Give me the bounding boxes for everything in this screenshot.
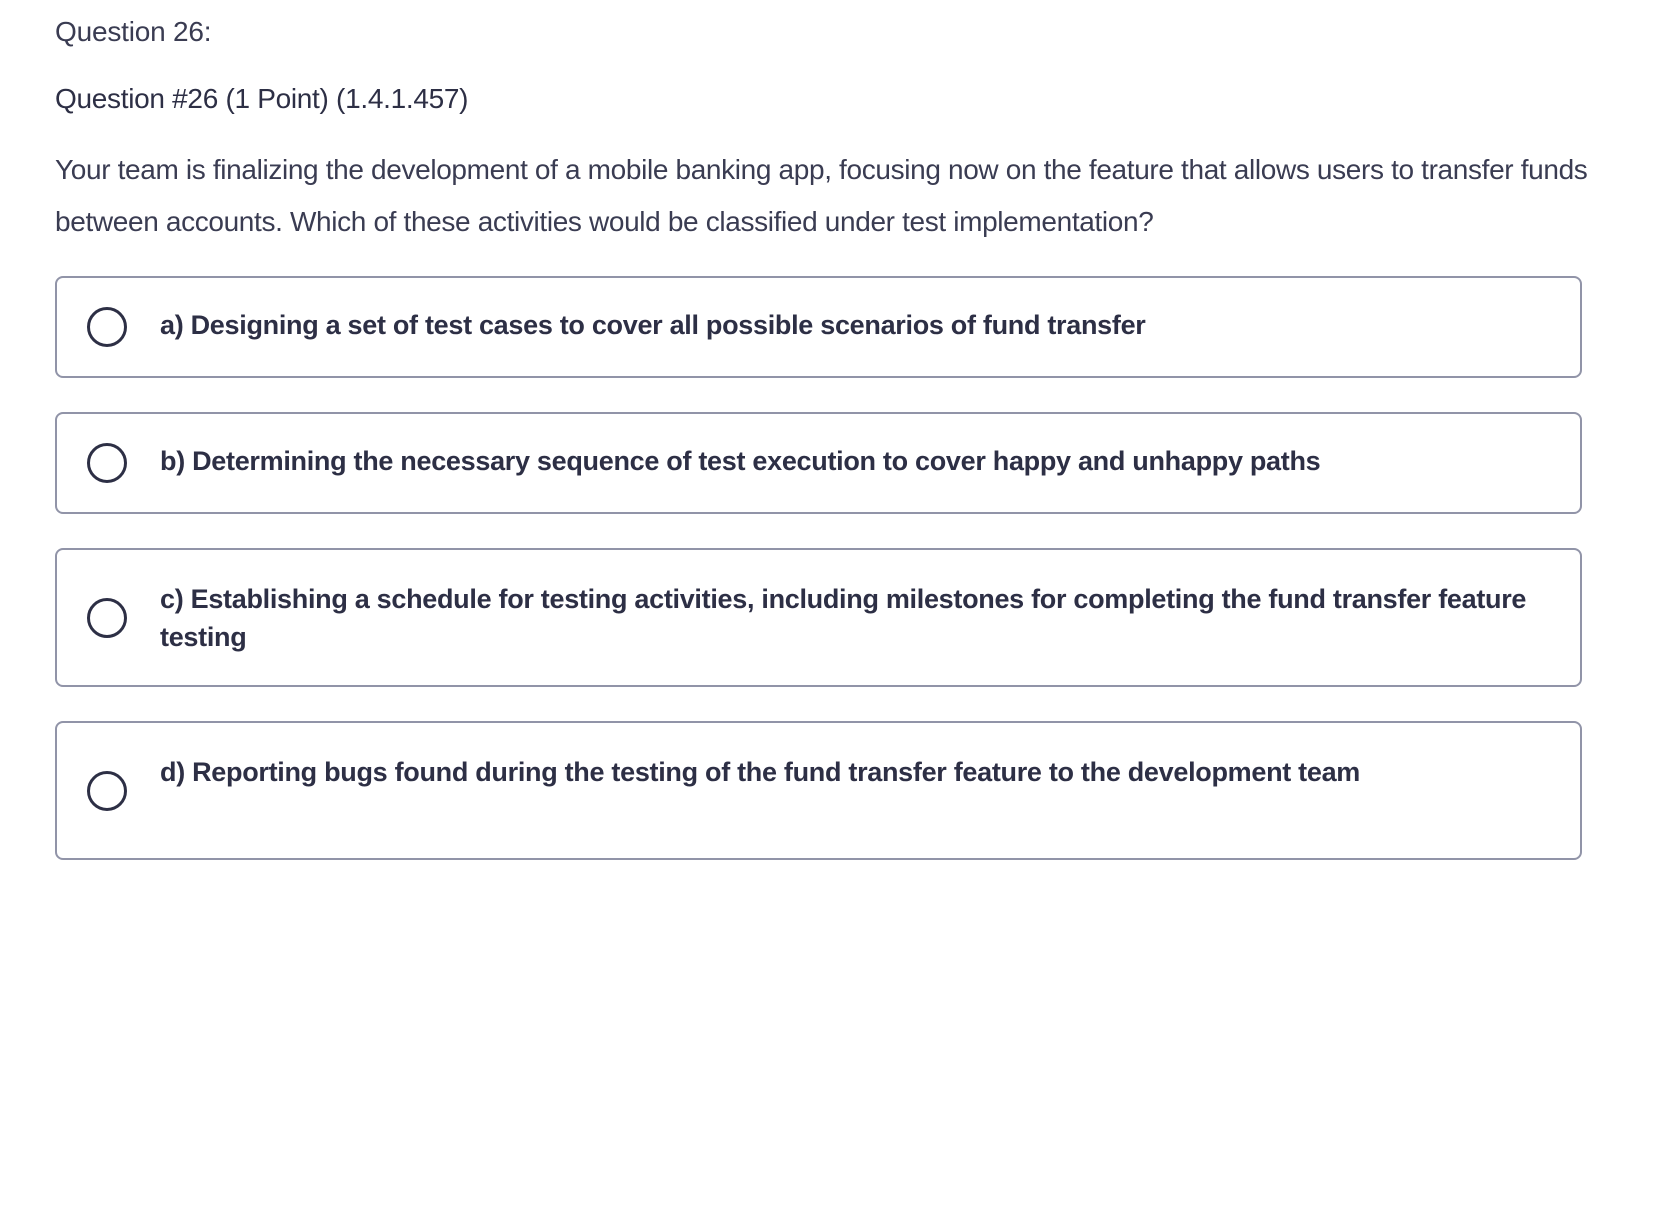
answer-options	[55, 276, 1582, 894]
radio-unchecked-icon[interactable]	[87, 771, 127, 811]
question-header: Question #26 (1 Point) (1.4.1.457)	[55, 83, 469, 114]
radio-unchecked-icon[interactable]	[87, 443, 127, 483]
answer-option-b[interactable]	[55, 412, 1582, 514]
answer-option-a[interactable]	[55, 276, 1582, 378]
answer-option-c[interactable]	[55, 548, 1582, 687]
answer-option-label: d) Reporting bugs found during the testing of the fund transfer feature to the development team	[160, 757, 1361, 787]
radio-unchecked-icon[interactable]	[87, 307, 127, 347]
answer-option-label: a) Designing a set of test cases to cover all possible scenarios of fund transfer	[160, 310, 1146, 340]
radio-unchecked-icon[interactable]	[87, 598, 127, 638]
question-number-label: Question 26:	[55, 16, 212, 47]
answer-option-d[interactable]	[55, 721, 1582, 860]
answer-option-label: c) Establishing a schedule for testing activities, including milestones for completing the fund transfer feature testing	[160, 584, 1527, 652]
answer-option-label: b) Determining the necessary sequence of test execution to cover happy and unhappy paths	[160, 446, 1321, 476]
question-text: Your team is finalizing the development of a mobile banking app, focusing now on the feature that allows users to transfer funds between accounts. Which of these activities would be classified under test implementation?	[55, 154, 1588, 237]
